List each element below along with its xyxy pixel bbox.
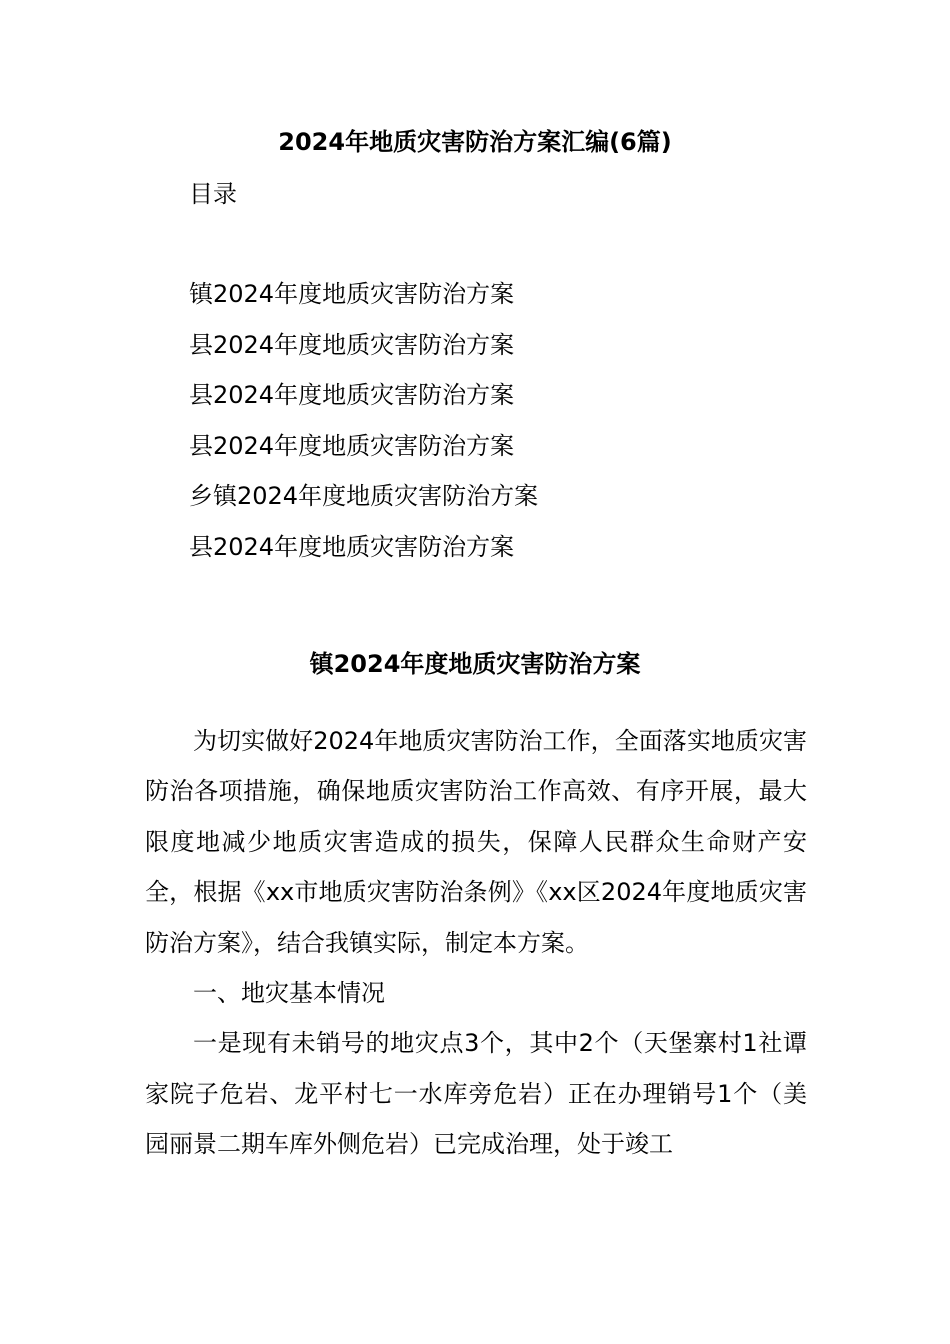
body-paragraph: 为切实做好2024年地质灾害防治工作，全面落实地质灾害防治各项措施，确保地质灾害防治工作高效、有序开展，最大限度地减少地质灾害造成的损失，保障人民群众生命财产安全，根据《xx市地质灾害防治条例》《xx区2024年度地质灾害防治方案》，结合我镇实际，制定本方案。	[145, 727, 807, 957]
subsection-heading: 一、地灾基本情况	[193, 979, 385, 1008]
table-of-contents	[189, 269, 538, 573]
body-paragraph: 一是现有未销号的地灾点3个，其中2个（天堡寨村1社谭家院子危岩、龙平村七一水库旁危岩）正在办理销号1个（美园丽景二期车库外侧危岩）已完成治理，处于竣工	[145, 1029, 807, 1159]
section-title: 镇2024年度地质灾害防治方案	[309, 650, 641, 678]
toc-item: 镇2024年度地质灾害防治方案	[189, 280, 515, 308]
toc-item: 乡镇2024年度地质灾害防治方案	[189, 482, 539, 511]
toc-item: 县2024年度地质灾害防治方案	[189, 532, 515, 561]
toc-item: 县2024年度地质灾害防治方案	[189, 431, 515, 460]
toc-item: 县2024年度地质灾害防治方案	[189, 381, 515, 410]
document-title: 2024年地质灾害防治方案汇编(6篇)	[278, 128, 672, 156]
toc-item: 县2024年度地质灾害防治方案	[189, 330, 515, 359]
toc-heading: 目录	[189, 180, 237, 208]
section-body	[145, 716, 807, 1170]
